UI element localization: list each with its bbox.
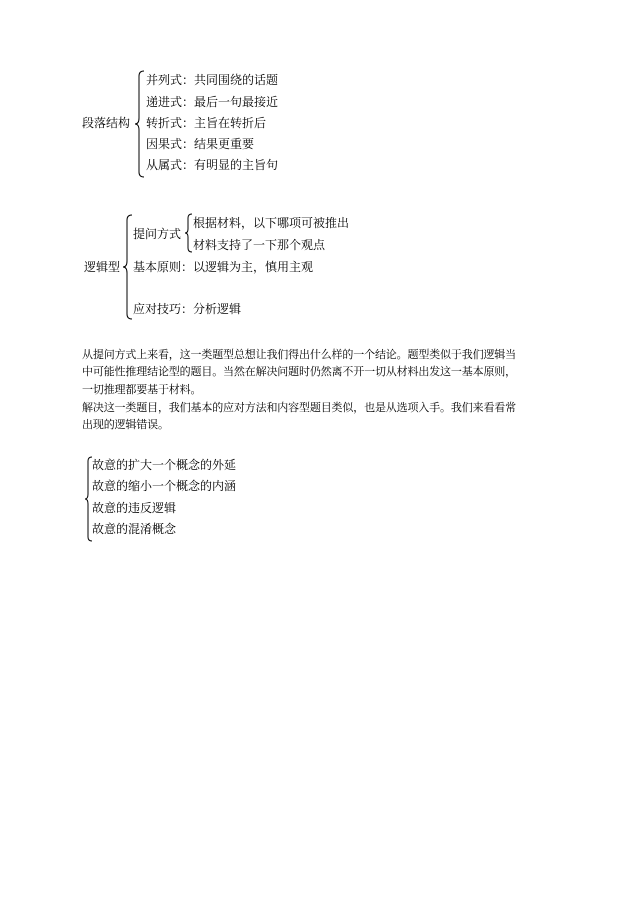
paragraph-1-line-3: 一切推理都要基于材料。 (82, 383, 202, 396)
question-item-inference: 根据材料，以下哪项可被推出 (193, 216, 350, 230)
paragraph-2-line-2: 出现的逻辑错误。 (82, 418, 169, 431)
logic-type-title: 逻辑型 (84, 260, 121, 274)
error-item-confuse: 故意的混淆概念 (92, 522, 177, 536)
structure-item-subordinate: 从属式：有明显的主旨句 (146, 158, 279, 172)
error-item-violate: 故意的违反逻辑 (92, 501, 177, 515)
error-item-extend: 故意的扩大一个概念的外延 (92, 458, 237, 472)
paragraph-structure-title: 段落结构 (82, 116, 131, 130)
structure-item-causal: 因果式：结果更重要 (146, 137, 255, 151)
question-item-support: 材料支持了一下那个观点 (193, 238, 326, 252)
paragraph-structure-brace (134, 70, 146, 178)
paragraph-2-line-1: 解决这一类题目，我们基本的应对方法和内容型题目类似，也是从选项入手。我们来看看常 (82, 401, 516, 414)
error-item-narrow: 故意的缩小一个概念的内涵 (92, 479, 237, 493)
structure-item-turning: 转折式：主旨在转折后 (146, 116, 267, 130)
structure-item-parallel: 并列式：共同围绕的话题 (146, 73, 279, 87)
structure-item-progressive: 递进式：最后一句最接近 (146, 95, 279, 109)
basic-principle: 基本原则：以逻辑为主，慎用主观 (133, 260, 314, 274)
paragraph-1-line-1: 从提问方式上来看，这一类题型总想让我们得出什么样的一个结论。题型类似于我们逻辑当 (82, 348, 516, 361)
coping-technique: 应对技巧：分析逻辑 (133, 302, 242, 316)
paragraph-1-line-2: 中可能性推理结论型的题目。当然在解决问题时仍然离不开一切从材料出发这一基本原则， (82, 365, 516, 378)
question-method-label: 提问方式 (133, 227, 182, 241)
